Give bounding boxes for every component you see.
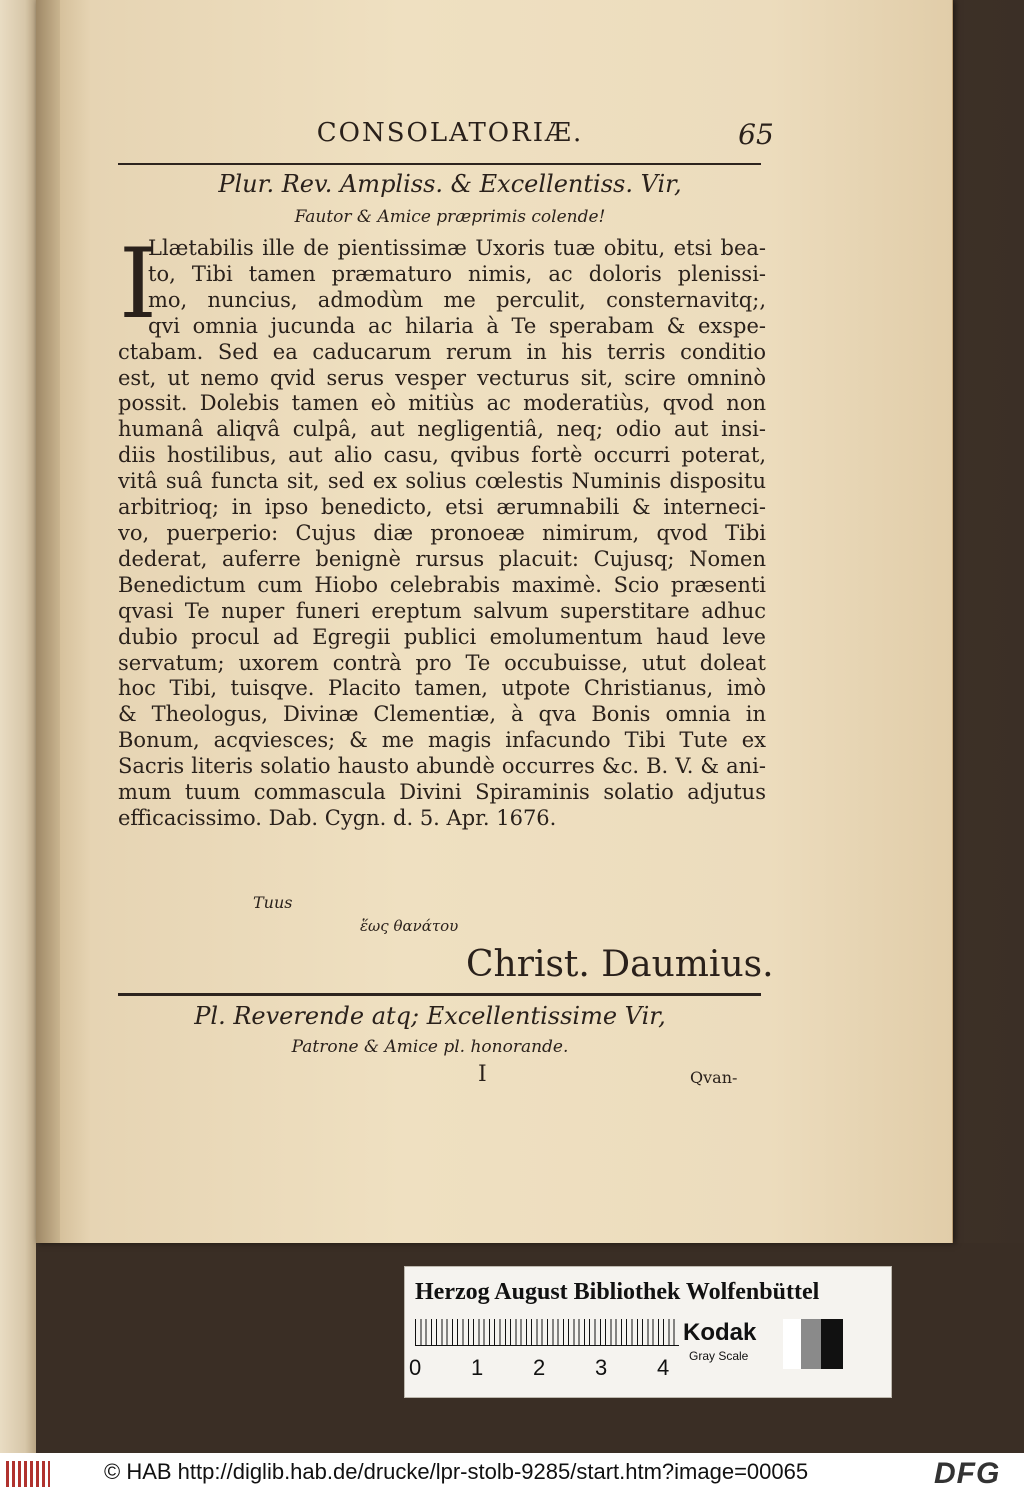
body-line: vo, puerperio: Cujus diæ pronoeæ nimirum, qvod Tibi <box>118 520 766 545</box>
body-line: ctabam. Sed ea caducarum rerum in his terris conditio <box>118 339 766 364</box>
facing-page-edge <box>0 0 36 1453</box>
body-line: est, ut nemo qvid serus vesper vecturus sit, scire omninò <box>118 365 766 390</box>
body-line: diis hostilibus, aut alio casu, qvibus fortè occurri poterat, <box>118 443 766 468</box>
body-line: mo, nuncius, admodùm me perculit, consternavitq;, <box>148 287 766 312</box>
kodak-gray-scale-label: Gray Scale <box>689 1349 749 1363</box>
library-color-card <box>404 1266 892 1398</box>
section-rule <box>118 993 761 996</box>
body-line: servatum; uxorem contrà pro Te occubuisse, utut doleat <box>118 650 766 675</box>
body-line: vitâ suâ functa sit, sed ex solius cœlestis Numinis dispositu <box>118 469 766 494</box>
footer-bar <box>0 1453 1024 1493</box>
gray-scale-patches <box>783 1319 843 1369</box>
salutation-line-4: Patrone & Amice pl. honorande. <box>291 1037 569 1057</box>
body-line: mum tuum commascula Divini Spiraminis solatio adjutus <box>118 780 766 805</box>
body-line: humanâ aliqvâ culpâ, aut negligentiâ, neq; odio aut insi- <box>118 417 766 442</box>
body-line: dederat, auferre benignè rursus placuit: Cujusq; Nomen <box>118 546 766 571</box>
closing-tuus: Tuus <box>253 893 293 912</box>
salutation-line-1: Plur. Rev. Ampliss. & Excellentiss. Vir, <box>218 170 682 198</box>
body-line: qvi omnia jucunda ac hilaria à Te sperabam & exspe- <box>148 313 766 338</box>
ruler-number: 0 <box>409 1355 422 1380</box>
scale-ruler <box>415 1319 679 1345</box>
scale-ruler-numbers <box>409 1355 679 1385</box>
body-line: Benedictum cum Hiobo celebrabis maximè. Scio præsenti <box>118 572 766 597</box>
salutation-line-2: Fautor & Amice præprimis colende! <box>294 207 606 227</box>
closing-greek: ἕως θανάτου <box>360 917 459 935</box>
page-gutter <box>36 0 60 1243</box>
gray-patch-black <box>821 1319 843 1369</box>
library-name: Herzog August Bibliothek Wolfenbüttel <box>415 1279 820 1305</box>
ruler-number: 1 <box>471 1355 484 1380</box>
body-line: possit. Dolebis tamen eò mitiùs ac moderatiùs, qvod non <box>118 391 766 416</box>
signature-mark: I <box>478 1062 487 1087</box>
body-line: Llætabilis ille de pientissimæ Uxoris tuæ obitu, etsi bea- <box>148 236 766 260</box>
page-number: 65 <box>738 118 774 151</box>
ruler-number: 2 <box>533 1355 546 1380</box>
footer-copyright-link[interactable]: © HAB http://diglib.hab.de/drucke/lpr-stolb-9285/start.htm?image=00065 <box>104 1459 809 1484</box>
body-line: Bonum, acqviesces; & me magis infacundo Tibi Tute ex <box>118 728 766 753</box>
ruler-number: 4 <box>657 1355 670 1380</box>
header-rule <box>118 163 761 165</box>
salutation-line-3: Pl. Reverende atq; Excellentissime Vir, <box>194 1002 666 1030</box>
letter-body <box>118 228 766 832</box>
body-line: & Theologus, Divinæ Clementiæ, à qva Bonis omnia in <box>118 702 766 727</box>
hab-logo-icon <box>6 1461 50 1487</box>
dfg-logo: DFG <box>934 1457 1001 1490</box>
catchword: Qvan- <box>690 1068 738 1087</box>
scale-ruler-baseline <box>415 1345 679 1346</box>
gray-patch-white <box>783 1319 801 1369</box>
body-line: Sacris literis solatio hausto abundè occurres &c. B. V. & ani- <box>118 754 766 779</box>
drop-cap: I <box>119 228 157 340</box>
body-line: qvasi Te nuper funeri ereptum salvum superstitare adhuc <box>118 598 766 623</box>
body-line: dubio procul ad Egregii publici emolumentum haud leve <box>118 624 766 649</box>
gray-patch-mid <box>801 1319 821 1369</box>
body-line: arbitrioq; in ipso benedicto, etsi ærumnabili & interneci- <box>118 495 766 520</box>
body-line: to, Tibi tamen præmaturo nimis, ac doloris plenissi- <box>148 261 766 286</box>
running-head: CONSOLATORIÆ. <box>316 118 584 148</box>
ruler-number: 3 <box>595 1355 608 1380</box>
body-line: efficacissimo. Dab. Cygn. d. 5. Apr. 1676. <box>118 805 557 830</box>
kodak-label: Kodak <box>683 1319 757 1346</box>
signature: Christ. Daumius. <box>466 944 774 985</box>
body-line: hoc Tibi, tuisqve. Placito tamen, utpote Christianus, imò <box>118 676 766 701</box>
